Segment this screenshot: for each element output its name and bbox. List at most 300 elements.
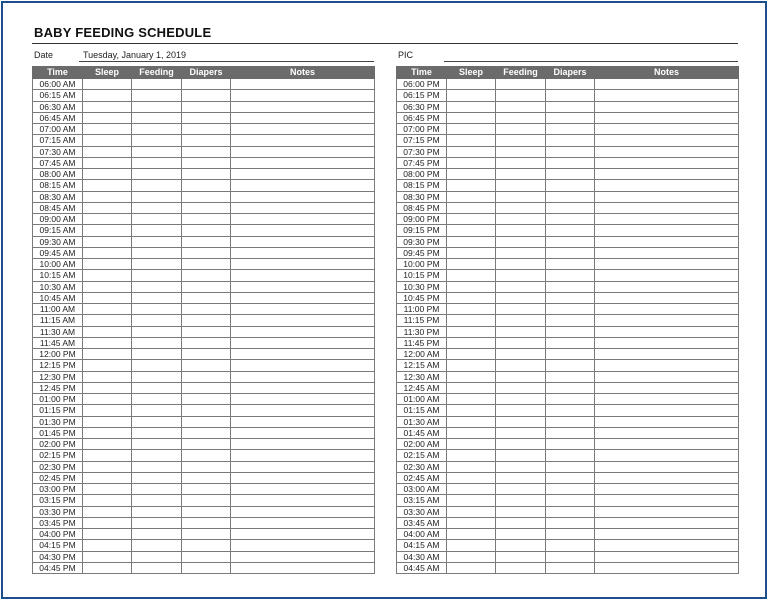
notes-cell[interactable] (595, 540, 739, 551)
sleep-cell[interactable] (83, 292, 132, 303)
diapers-cell[interactable] (546, 529, 595, 540)
feeding-cell[interactable] (496, 180, 546, 191)
diapers-cell[interactable] (546, 169, 595, 180)
feeding-cell[interactable] (496, 360, 546, 371)
diapers-cell[interactable] (546, 540, 595, 551)
sleep-cell[interactable] (83, 540, 132, 551)
feeding-cell[interactable] (132, 315, 182, 326)
diapers-cell[interactable] (546, 326, 595, 337)
sleep-cell[interactable] (447, 360, 496, 371)
notes-cell[interactable] (595, 146, 739, 157)
feeding-cell[interactable] (496, 124, 546, 135)
notes-cell[interactable] (231, 427, 375, 438)
sleep-cell[interactable] (83, 202, 132, 213)
sleep-cell[interactable] (83, 304, 132, 315)
feeding-cell[interactable] (496, 562, 546, 573)
diapers-cell[interactable] (182, 135, 231, 146)
feeding-cell[interactable] (496, 304, 546, 315)
sleep-cell[interactable] (447, 562, 496, 573)
feeding-cell[interactable] (496, 135, 546, 146)
sleep-cell[interactable] (83, 225, 132, 236)
notes-cell[interactable] (231, 495, 375, 506)
sleep-cell[interactable] (447, 439, 496, 450)
feeding-cell[interactable] (496, 416, 546, 427)
feeding-cell[interactable] (496, 214, 546, 225)
notes-cell[interactable] (231, 326, 375, 337)
feeding-cell[interactable] (496, 270, 546, 281)
diapers-cell[interactable] (182, 461, 231, 472)
diapers-cell[interactable] (182, 382, 231, 393)
feeding-cell[interactable] (496, 540, 546, 551)
sleep-cell[interactable] (83, 236, 132, 247)
notes-cell[interactable] (595, 416, 739, 427)
diapers-cell[interactable] (546, 337, 595, 348)
notes-cell[interactable] (231, 461, 375, 472)
sleep-cell[interactable] (447, 382, 496, 393)
notes-cell[interactable] (595, 427, 739, 438)
sleep-cell[interactable] (83, 382, 132, 393)
feeding-cell[interactable] (132, 506, 182, 517)
feeding-cell[interactable] (132, 540, 182, 551)
notes-cell[interactable] (595, 382, 739, 393)
diapers-cell[interactable] (182, 540, 231, 551)
sleep-cell[interactable] (83, 405, 132, 416)
notes-cell[interactable] (231, 517, 375, 528)
feeding-cell[interactable] (132, 236, 182, 247)
diapers-cell[interactable] (182, 270, 231, 281)
feeding-cell[interactable] (132, 304, 182, 315)
notes-cell[interactable] (595, 337, 739, 348)
notes-cell[interactable] (231, 540, 375, 551)
sleep-cell[interactable] (83, 101, 132, 112)
date-value[interactable]: Tuesday, January 1, 2019 (83, 50, 187, 60)
sleep-cell[interactable] (83, 247, 132, 258)
diapers-cell[interactable] (182, 292, 231, 303)
feeding-cell[interactable] (496, 236, 546, 247)
diapers-cell[interactable] (546, 259, 595, 270)
feeding-cell[interactable] (132, 551, 182, 562)
feeding-cell[interactable] (496, 146, 546, 157)
sleep-cell[interactable] (447, 146, 496, 157)
notes-cell[interactable] (595, 270, 739, 281)
feeding-cell[interactable] (132, 382, 182, 393)
diapers-cell[interactable] (182, 146, 231, 157)
diapers-cell[interactable] (546, 270, 595, 281)
notes-cell[interactable] (231, 191, 375, 202)
sleep-cell[interactable] (83, 551, 132, 562)
feeding-cell[interactable] (132, 562, 182, 573)
feeding-cell[interactable] (496, 551, 546, 562)
notes-cell[interactable] (231, 349, 375, 360)
diapers-cell[interactable] (182, 405, 231, 416)
diapers-cell[interactable] (546, 450, 595, 461)
feeding-cell[interactable] (496, 292, 546, 303)
diapers-cell[interactable] (546, 304, 595, 315)
diapers-cell[interactable] (182, 214, 231, 225)
feeding-cell[interactable] (496, 315, 546, 326)
notes-cell[interactable] (595, 180, 739, 191)
sleep-cell[interactable] (447, 540, 496, 551)
sleep-cell[interactable] (447, 247, 496, 258)
diapers-cell[interactable] (546, 146, 595, 157)
notes-cell[interactable] (231, 169, 375, 180)
sleep-cell[interactable] (447, 349, 496, 360)
feeding-cell[interactable] (496, 101, 546, 112)
feeding-cell[interactable] (132, 405, 182, 416)
sleep-cell[interactable] (447, 416, 496, 427)
diapers-cell[interactable] (546, 517, 595, 528)
sleep-cell[interactable] (447, 112, 496, 123)
sleep-cell[interactable] (83, 349, 132, 360)
feeding-cell[interactable] (132, 427, 182, 438)
diapers-cell[interactable] (546, 472, 595, 483)
notes-cell[interactable] (231, 371, 375, 382)
diapers-cell[interactable] (546, 180, 595, 191)
feeding-cell[interactable] (496, 529, 546, 540)
feeding-cell[interactable] (496, 427, 546, 438)
notes-cell[interactable] (595, 124, 739, 135)
diapers-cell[interactable] (546, 439, 595, 450)
notes-cell[interactable] (595, 349, 739, 360)
diapers-cell[interactable] (546, 382, 595, 393)
feeding-cell[interactable] (496, 349, 546, 360)
diapers-cell[interactable] (546, 124, 595, 135)
sleep-cell[interactable] (447, 427, 496, 438)
sleep-cell[interactable] (83, 180, 132, 191)
sleep-cell[interactable] (447, 484, 496, 495)
diapers-cell[interactable] (546, 315, 595, 326)
diapers-cell[interactable] (182, 236, 231, 247)
diapers-cell[interactable] (182, 450, 231, 461)
diapers-cell[interactable] (182, 304, 231, 315)
diapers-cell[interactable] (182, 281, 231, 292)
notes-cell[interactable] (231, 484, 375, 495)
notes-cell[interactable] (231, 90, 375, 101)
notes-cell[interactable] (595, 551, 739, 562)
notes-cell[interactable] (231, 304, 375, 315)
sleep-cell[interactable] (83, 394, 132, 405)
sleep-cell[interactable] (83, 439, 132, 450)
diapers-cell[interactable] (182, 326, 231, 337)
sleep-cell[interactable] (447, 214, 496, 225)
feeding-cell[interactable] (132, 349, 182, 360)
diapers-cell[interactable] (182, 551, 231, 562)
feeding-cell[interactable] (132, 90, 182, 101)
diapers-cell[interactable] (546, 506, 595, 517)
diapers-cell[interactable] (546, 202, 595, 213)
sleep-cell[interactable] (447, 270, 496, 281)
notes-cell[interactable] (231, 101, 375, 112)
feeding-cell[interactable] (132, 191, 182, 202)
sleep-cell[interactable] (83, 461, 132, 472)
feeding-cell[interactable] (132, 270, 182, 281)
feeding-cell[interactable] (132, 394, 182, 405)
feeding-cell[interactable] (132, 124, 182, 135)
notes-cell[interactable] (595, 450, 739, 461)
notes-cell[interactable] (595, 461, 739, 472)
diapers-cell[interactable] (182, 472, 231, 483)
notes-cell[interactable] (595, 112, 739, 123)
diapers-cell[interactable] (182, 427, 231, 438)
diapers-cell[interactable] (546, 562, 595, 573)
notes-cell[interactable] (595, 191, 739, 202)
diapers-cell[interactable] (546, 292, 595, 303)
diapers-cell[interactable] (182, 79, 231, 90)
notes-cell[interactable] (231, 439, 375, 450)
diapers-cell[interactable] (182, 315, 231, 326)
notes-cell[interactable] (595, 360, 739, 371)
notes-cell[interactable] (231, 236, 375, 247)
feeding-cell[interactable] (132, 146, 182, 157)
diapers-cell[interactable] (546, 79, 595, 90)
feeding-cell[interactable] (132, 281, 182, 292)
notes-cell[interactable] (595, 495, 739, 506)
notes-cell[interactable] (231, 405, 375, 416)
notes-cell[interactable] (231, 337, 375, 348)
notes-cell[interactable] (231, 247, 375, 258)
feeding-cell[interactable] (132, 360, 182, 371)
notes-cell[interactable] (231, 416, 375, 427)
notes-cell[interactable] (595, 562, 739, 573)
notes-cell[interactable] (231, 112, 375, 123)
sleep-cell[interactable] (447, 315, 496, 326)
notes-cell[interactable] (595, 202, 739, 213)
feeding-cell[interactable] (132, 484, 182, 495)
feeding-cell[interactable] (132, 225, 182, 236)
notes-cell[interactable] (231, 225, 375, 236)
sleep-cell[interactable] (83, 472, 132, 483)
sleep-cell[interactable] (83, 124, 132, 135)
diapers-cell[interactable] (546, 461, 595, 472)
notes-cell[interactable] (595, 405, 739, 416)
diapers-cell[interactable] (182, 562, 231, 573)
sleep-cell[interactable] (447, 79, 496, 90)
sleep-cell[interactable] (83, 135, 132, 146)
diapers-cell[interactable] (546, 495, 595, 506)
feeding-cell[interactable] (132, 259, 182, 270)
diapers-cell[interactable] (546, 214, 595, 225)
diapers-cell[interactable] (546, 371, 595, 382)
sleep-cell[interactable] (447, 225, 496, 236)
diapers-cell[interactable] (182, 90, 231, 101)
sleep-cell[interactable] (83, 450, 132, 461)
notes-cell[interactable] (595, 225, 739, 236)
diapers-cell[interactable] (182, 439, 231, 450)
diapers-cell[interactable] (546, 236, 595, 247)
feeding-cell[interactable] (496, 225, 546, 236)
notes-cell[interactable] (595, 394, 739, 405)
notes-cell[interactable] (231, 450, 375, 461)
feeding-cell[interactable] (132, 461, 182, 472)
diapers-cell[interactable] (546, 247, 595, 258)
sleep-cell[interactable] (447, 517, 496, 528)
feeding-cell[interactable] (496, 90, 546, 101)
sleep-cell[interactable] (83, 326, 132, 337)
notes-cell[interactable] (595, 371, 739, 382)
notes-cell[interactable] (595, 135, 739, 146)
sleep-cell[interactable] (83, 90, 132, 101)
notes-cell[interactable] (595, 484, 739, 495)
diapers-cell[interactable] (546, 427, 595, 438)
notes-cell[interactable] (231, 315, 375, 326)
feeding-cell[interactable] (132, 371, 182, 382)
sleep-cell[interactable] (447, 450, 496, 461)
sleep-cell[interactable] (447, 405, 496, 416)
notes-cell[interactable] (595, 292, 739, 303)
diapers-cell[interactable] (546, 394, 595, 405)
feeding-cell[interactable] (132, 180, 182, 191)
notes-cell[interactable] (595, 439, 739, 450)
notes-cell[interactable] (595, 259, 739, 270)
feeding-cell[interactable] (496, 495, 546, 506)
feeding-cell[interactable] (132, 101, 182, 112)
notes-cell[interactable] (595, 506, 739, 517)
feeding-cell[interactable] (496, 472, 546, 483)
diapers-cell[interactable] (182, 349, 231, 360)
diapers-cell[interactable] (546, 551, 595, 562)
diapers-cell[interactable] (182, 202, 231, 213)
sleep-cell[interactable] (447, 551, 496, 562)
notes-cell[interactable] (231, 394, 375, 405)
diapers-cell[interactable] (182, 394, 231, 405)
sleep-cell[interactable] (83, 169, 132, 180)
notes-cell[interactable] (231, 360, 375, 371)
sleep-cell[interactable] (83, 495, 132, 506)
notes-cell[interactable] (231, 382, 375, 393)
diapers-cell[interactable] (182, 124, 231, 135)
notes-cell[interactable] (595, 79, 739, 90)
sleep-cell[interactable] (447, 236, 496, 247)
feeding-cell[interactable] (132, 517, 182, 528)
sleep-cell[interactable] (83, 529, 132, 540)
feeding-cell[interactable] (496, 405, 546, 416)
diapers-cell[interactable] (546, 90, 595, 101)
feeding-cell[interactable] (132, 202, 182, 213)
feeding-cell[interactable] (132, 416, 182, 427)
sleep-cell[interactable] (83, 337, 132, 348)
feeding-cell[interactable] (132, 247, 182, 258)
notes-cell[interactable] (595, 169, 739, 180)
diapers-cell[interactable] (182, 517, 231, 528)
sleep-cell[interactable] (83, 517, 132, 528)
diapers-cell[interactable] (182, 247, 231, 258)
diapers-cell[interactable] (546, 484, 595, 495)
sleep-cell[interactable] (83, 484, 132, 495)
feeding-cell[interactable] (132, 450, 182, 461)
sleep-cell[interactable] (83, 315, 132, 326)
feeding-cell[interactable] (132, 292, 182, 303)
sleep-cell[interactable] (447, 495, 496, 506)
sleep-cell[interactable] (447, 180, 496, 191)
notes-cell[interactable] (231, 562, 375, 573)
notes-cell[interactable] (595, 101, 739, 112)
feeding-cell[interactable] (496, 202, 546, 213)
sleep-cell[interactable] (83, 79, 132, 90)
sleep-cell[interactable] (447, 281, 496, 292)
feeding-cell[interactable] (496, 281, 546, 292)
feeding-cell[interactable] (496, 461, 546, 472)
diapers-cell[interactable] (182, 180, 231, 191)
sleep-cell[interactable] (83, 112, 132, 123)
sleep-cell[interactable] (83, 371, 132, 382)
sleep-cell[interactable] (447, 304, 496, 315)
feeding-cell[interactable] (496, 394, 546, 405)
sleep-cell[interactable] (447, 292, 496, 303)
sleep-cell[interactable] (447, 506, 496, 517)
notes-cell[interactable] (231, 157, 375, 168)
sleep-cell[interactable] (447, 101, 496, 112)
sleep-cell[interactable] (447, 124, 496, 135)
notes-cell[interactable] (595, 214, 739, 225)
diapers-cell[interactable] (182, 484, 231, 495)
feeding-cell[interactable] (132, 472, 182, 483)
feeding-cell[interactable] (496, 191, 546, 202)
diapers-cell[interactable] (182, 259, 231, 270)
diapers-cell[interactable] (182, 101, 231, 112)
notes-cell[interactable] (231, 292, 375, 303)
notes-cell[interactable] (595, 236, 739, 247)
diapers-cell[interactable] (546, 416, 595, 427)
notes-cell[interactable] (595, 90, 739, 101)
diapers-cell[interactable] (182, 169, 231, 180)
sleep-cell[interactable] (83, 191, 132, 202)
notes-cell[interactable] (231, 124, 375, 135)
notes-cell[interactable] (231, 281, 375, 292)
diapers-cell[interactable] (182, 157, 231, 168)
notes-cell[interactable] (231, 79, 375, 90)
diapers-cell[interactable] (546, 112, 595, 123)
feeding-cell[interactable] (132, 337, 182, 348)
notes-cell[interactable] (231, 202, 375, 213)
sleep-cell[interactable] (447, 472, 496, 483)
notes-cell[interactable] (231, 146, 375, 157)
feeding-cell[interactable] (496, 371, 546, 382)
diapers-cell[interactable] (182, 191, 231, 202)
notes-cell[interactable] (231, 180, 375, 191)
sleep-cell[interactable] (447, 90, 496, 101)
diapers-cell[interactable] (546, 281, 595, 292)
feeding-cell[interactable] (132, 529, 182, 540)
diapers-cell[interactable] (546, 225, 595, 236)
diapers-cell[interactable] (546, 360, 595, 371)
diapers-cell[interactable] (546, 135, 595, 146)
notes-cell[interactable] (595, 517, 739, 528)
notes-cell[interactable] (231, 270, 375, 281)
notes-cell[interactable] (595, 326, 739, 337)
sleep-cell[interactable] (83, 214, 132, 225)
sleep-cell[interactable] (83, 427, 132, 438)
sleep-cell[interactable] (83, 416, 132, 427)
feeding-cell[interactable] (132, 214, 182, 225)
notes-cell[interactable] (231, 472, 375, 483)
feeding-cell[interactable] (496, 439, 546, 450)
sleep-cell[interactable] (447, 394, 496, 405)
feeding-cell[interactable] (496, 450, 546, 461)
notes-cell[interactable] (231, 529, 375, 540)
notes-cell[interactable] (595, 472, 739, 483)
sleep-cell[interactable] (83, 562, 132, 573)
sleep-cell[interactable] (447, 529, 496, 540)
sleep-cell[interactable] (83, 146, 132, 157)
diapers-cell[interactable] (546, 405, 595, 416)
sleep-cell[interactable] (447, 202, 496, 213)
sleep-cell[interactable] (447, 371, 496, 382)
feeding-cell[interactable] (132, 326, 182, 337)
feeding-cell[interactable] (132, 157, 182, 168)
feeding-cell[interactable] (132, 439, 182, 450)
notes-cell[interactable] (231, 506, 375, 517)
notes-cell[interactable] (595, 315, 739, 326)
